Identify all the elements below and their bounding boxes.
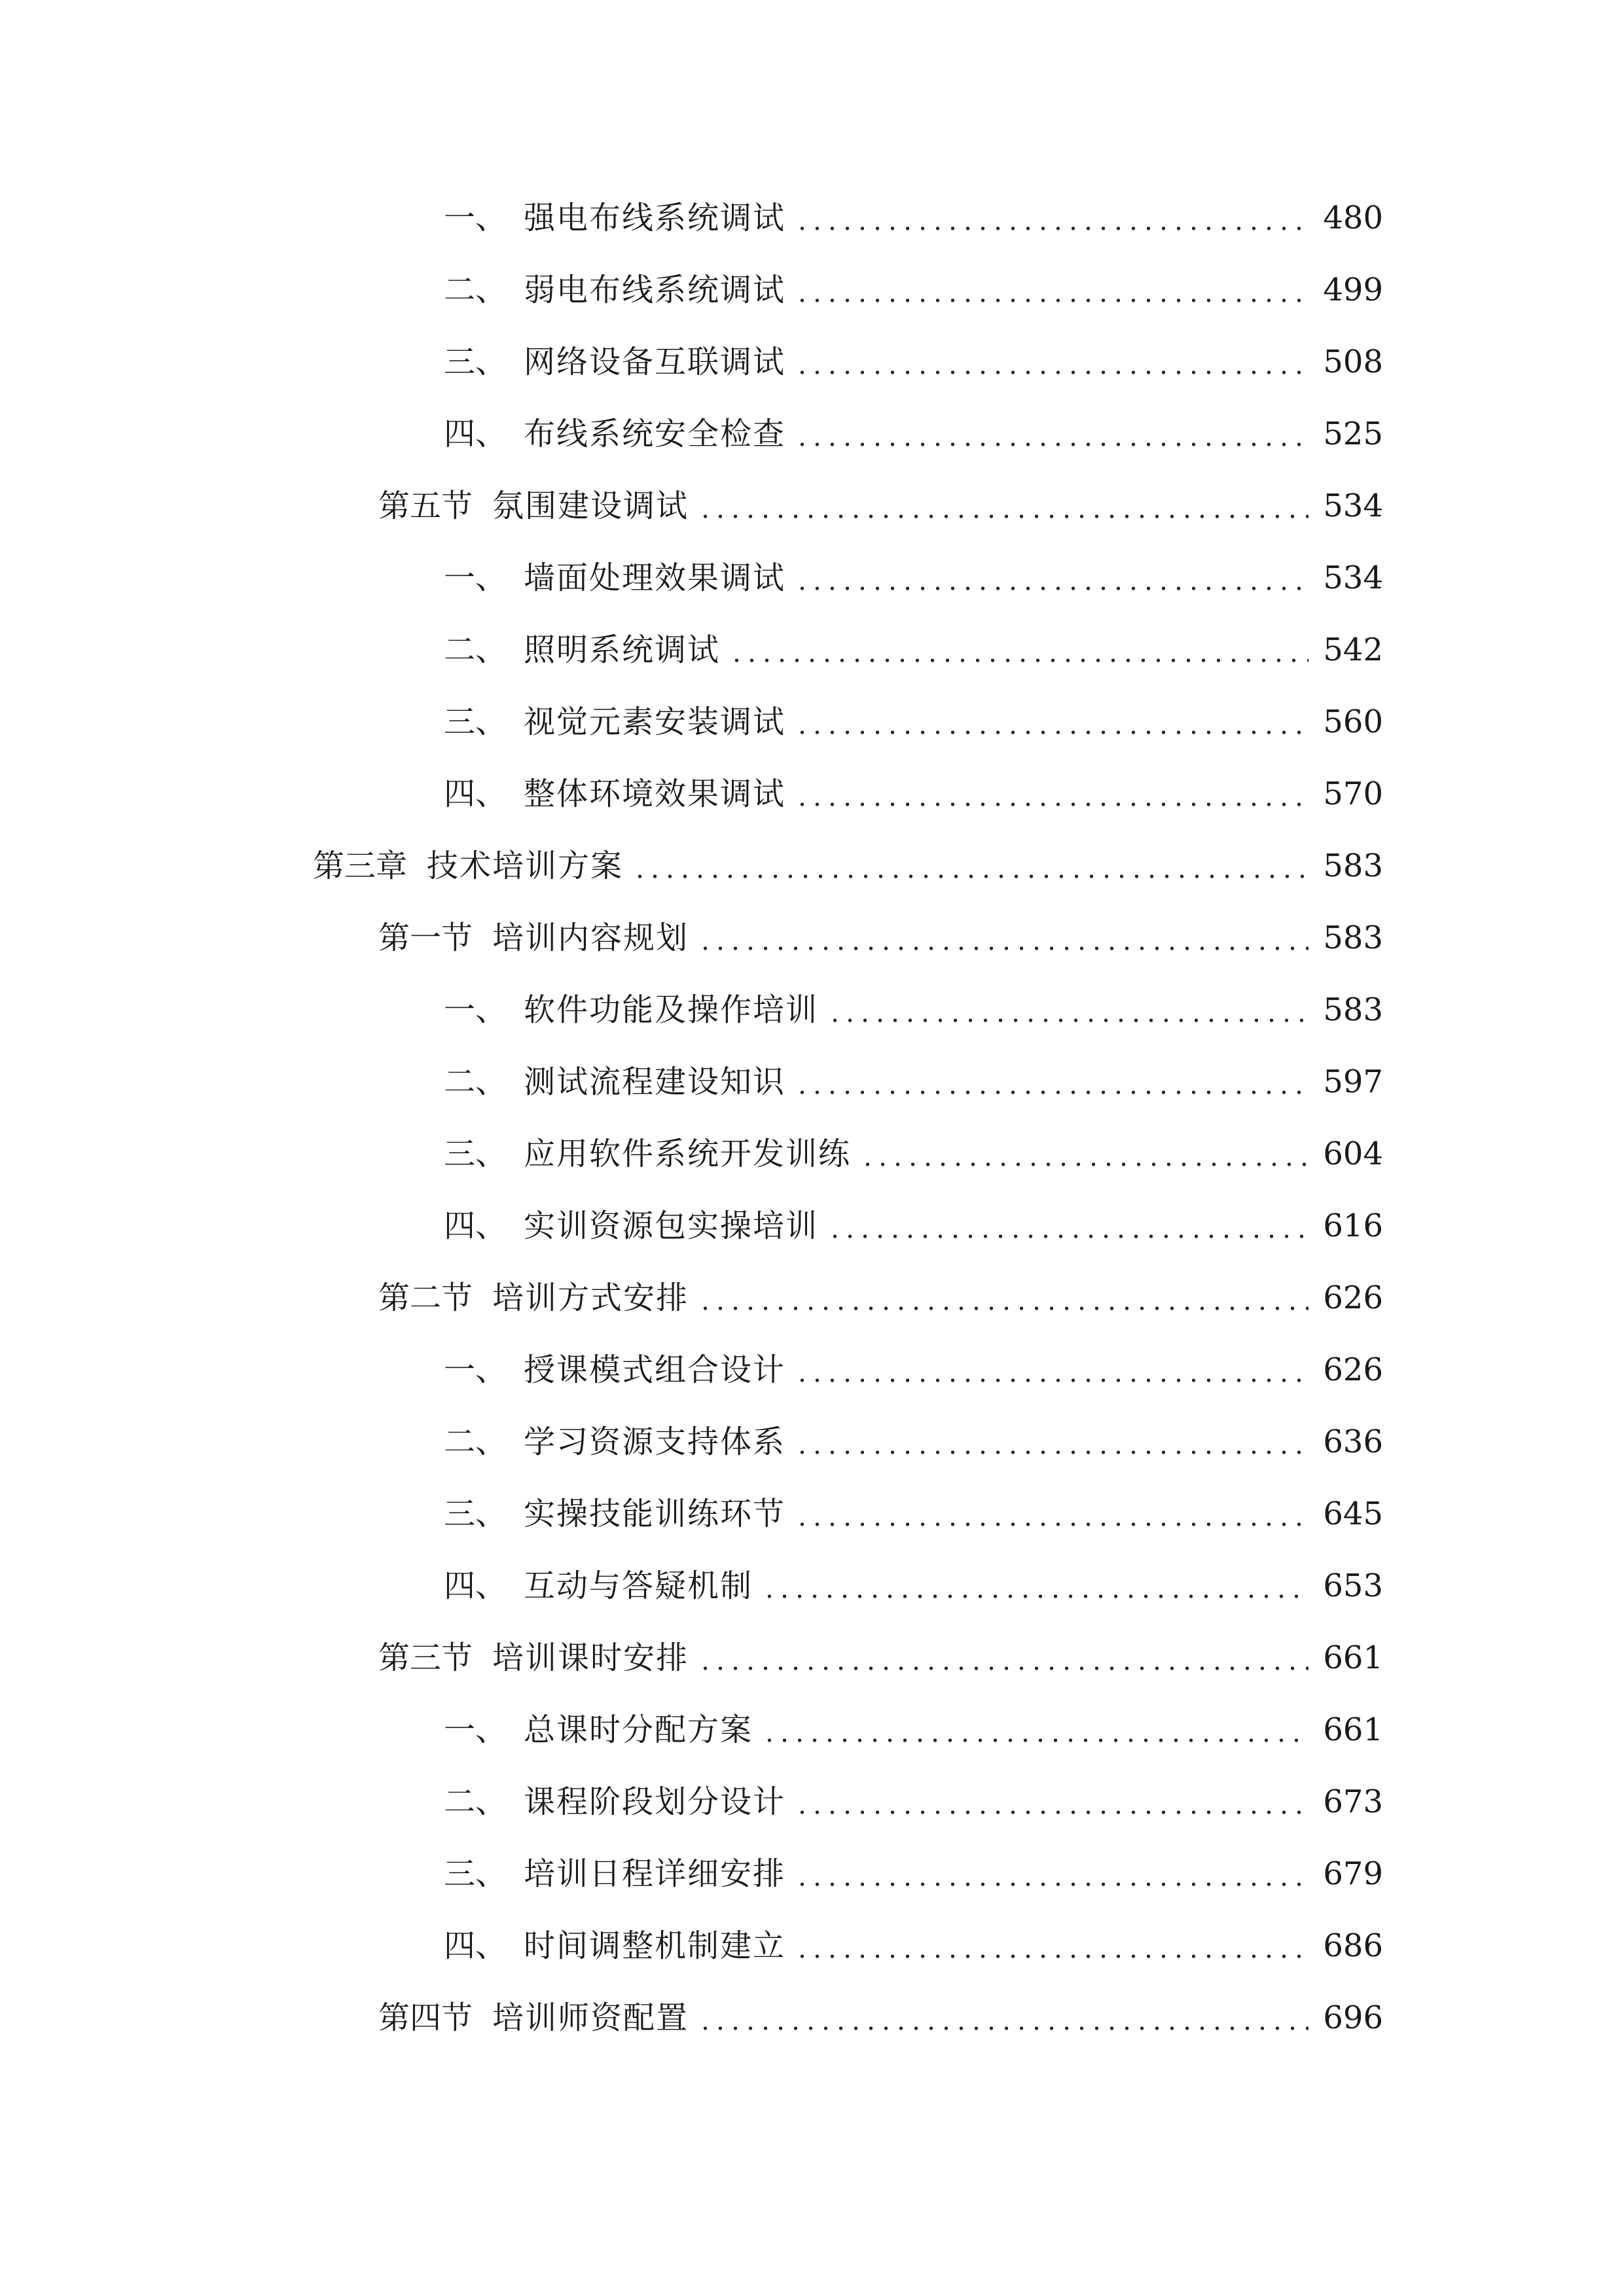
dot-leader xyxy=(792,764,1308,823)
toc-entry-title: 软件功能及操作培训 xyxy=(524,992,819,1028)
toc-entry-page: 560 xyxy=(1323,704,1383,740)
toc-entry-title: 强电布线系统调试 xyxy=(524,200,786,236)
toc-entry-page: 583 xyxy=(1323,920,1383,956)
toc-entry-number: 三、 xyxy=(444,344,507,380)
toc-entry-title: 技术培训方案 xyxy=(427,848,624,884)
toc-entry-number: 第四节 xyxy=(378,2000,473,2036)
toc-entry-number: 四、 xyxy=(444,1928,507,1964)
toc-entry[interactable] xyxy=(0,1772,1624,1844)
dot-leader xyxy=(759,1700,1308,1759)
dot-leader xyxy=(792,548,1308,607)
toc-entry-page: 673 xyxy=(1323,1784,1383,1820)
toc-entry[interactable] xyxy=(0,1484,1624,1556)
toc-entry-title: 氛围建设调试 xyxy=(492,488,689,524)
toc-entry-page: 679 xyxy=(1323,1856,1383,1892)
toc-entry-page: 616 xyxy=(1323,1208,1383,1244)
toc-entry-number: 第五节 xyxy=(378,488,473,524)
toc-entry-title: 布线系统安全检查 xyxy=(524,416,786,452)
toc-entry[interactable] xyxy=(0,404,1624,476)
toc-entry-number: 三、 xyxy=(444,1136,507,1172)
dot-leader xyxy=(857,1124,1308,1183)
dot-leader xyxy=(695,1988,1308,2047)
toc-entry-title: 实训资源包实操培训 xyxy=(524,1208,819,1244)
toc-entry[interactable] xyxy=(0,1340,1624,1412)
toc-entry[interactable] xyxy=(0,1844,1624,1916)
toc-entry-page: 696 xyxy=(1323,2000,1383,2036)
toc-entry-title: 互动与答疑机制 xyxy=(524,1568,753,1604)
toc-entry-page: 604 xyxy=(1323,1136,1383,1172)
toc-entry[interactable] xyxy=(0,764,1624,836)
dot-leader xyxy=(759,1556,1308,1615)
toc-entry-title: 培训内容规划 xyxy=(492,920,689,956)
toc-entry-page: 636 xyxy=(1323,1424,1383,1460)
toc-entry-number: 一、 xyxy=(444,992,507,1028)
dot-leader xyxy=(792,188,1308,247)
toc-entry-chapter[interactable] xyxy=(0,836,1624,908)
toc-entry[interactable] xyxy=(0,332,1624,404)
toc-entry-title: 网络设备互联调试 xyxy=(524,344,786,380)
toc-entry-title: 视觉元素安装调试 xyxy=(524,704,786,740)
toc-entry-number: 第三节 xyxy=(378,1640,473,1676)
dot-leader xyxy=(792,1484,1308,1543)
toc-entry-number: 二、 xyxy=(444,1064,507,1100)
dot-leader xyxy=(695,476,1308,535)
toc-entry-section[interactable] xyxy=(0,1988,1624,2060)
toc-entry-page: 583 xyxy=(1323,848,1383,884)
dot-leader xyxy=(792,332,1308,391)
dot-leader xyxy=(792,1052,1308,1111)
toc-entry-title: 授课模式组合设计 xyxy=(524,1352,786,1388)
dot-leader xyxy=(695,908,1308,967)
toc-entry-page: 534 xyxy=(1323,488,1383,524)
dot-leader xyxy=(792,260,1308,319)
toc-entry-number: 一、 xyxy=(444,1352,507,1388)
toc-entry[interactable] xyxy=(0,1052,1624,1124)
toc-entry[interactable] xyxy=(0,980,1624,1052)
toc-entry-section[interactable] xyxy=(0,476,1624,548)
toc-entry[interactable] xyxy=(0,620,1624,692)
toc-entry-number: 二、 xyxy=(444,1424,507,1460)
toc-entry[interactable] xyxy=(0,1412,1624,1484)
toc-entry-number: 三、 xyxy=(444,1496,507,1532)
toc-entry-page: 626 xyxy=(1323,1352,1383,1388)
toc-entry-page: 597 xyxy=(1323,1064,1383,1100)
toc-entry-page: 542 xyxy=(1323,632,1383,668)
toc-entry-title: 课程阶段划分设计 xyxy=(524,1784,786,1820)
dot-leader xyxy=(727,620,1308,679)
toc-entry-title: 应用软件系统开发训练 xyxy=(524,1136,852,1172)
toc-entry-number: 三、 xyxy=(444,704,507,740)
dot-leader xyxy=(825,980,1308,1039)
toc-entry-number: 一、 xyxy=(444,200,507,236)
toc-entry[interactable] xyxy=(0,1124,1624,1196)
toc-entry-page: 525 xyxy=(1323,416,1383,452)
toc-entry-page: 508 xyxy=(1323,344,1383,380)
toc-entry[interactable] xyxy=(0,1916,1624,1988)
dot-leader xyxy=(630,836,1308,895)
dot-leader xyxy=(792,1916,1308,1975)
toc-entry-number: 第三章 xyxy=(313,848,408,884)
toc-entry-page: 534 xyxy=(1323,560,1383,596)
toc-entry-number: 一、 xyxy=(444,1712,507,1748)
toc-entry-page: 570 xyxy=(1323,776,1383,812)
toc-entry-title: 测试流程建设知识 xyxy=(524,1064,786,1100)
dot-leader xyxy=(695,1268,1308,1327)
toc-entry-number: 三、 xyxy=(444,1856,507,1892)
toc-entry-number: 二、 xyxy=(444,632,507,668)
dot-leader xyxy=(792,1340,1308,1399)
toc-entry-number: 二、 xyxy=(444,272,507,308)
toc-entry-page: 645 xyxy=(1323,1496,1383,1532)
toc-entry-page: 583 xyxy=(1323,992,1383,1028)
toc-entry-title: 培训方式安排 xyxy=(492,1280,689,1316)
toc-entry-page: 661 xyxy=(1323,1712,1383,1748)
toc-entry-number: 二、 xyxy=(444,1784,507,1820)
toc-entry-title: 实操技能训练环节 xyxy=(524,1496,786,1532)
toc-entry[interactable] xyxy=(0,188,1624,260)
dot-leader xyxy=(695,1628,1308,1687)
toc-entry-title: 培训课时安排 xyxy=(492,1640,689,1676)
dot-leader xyxy=(792,404,1308,463)
toc-entry-title: 整体环境效果调试 xyxy=(524,776,786,812)
toc-entry-number: 四、 xyxy=(444,1568,507,1604)
dot-leader xyxy=(792,692,1308,751)
toc-entry-title: 培训师资配置 xyxy=(492,2000,689,2036)
toc-entry-title: 总课时分配方案 xyxy=(524,1712,753,1748)
toc-entry-number: 第一节 xyxy=(378,920,473,956)
toc-entry-page: 626 xyxy=(1323,1280,1383,1316)
toc-entry-title: 墙面处理效果调试 xyxy=(524,560,786,596)
toc-entry-title: 学习资源支持体系 xyxy=(524,1424,786,1460)
dot-leader xyxy=(792,1772,1308,1831)
toc-entry[interactable] xyxy=(0,1556,1624,1628)
toc-entry-page: 686 xyxy=(1323,1928,1383,1964)
toc-entry-section[interactable] xyxy=(0,908,1624,980)
toc-entry-number: 第二节 xyxy=(378,1280,473,1316)
toc-entry-page: 653 xyxy=(1323,1568,1383,1604)
toc-entry-number: 四、 xyxy=(444,416,507,452)
toc-entry-page: 661 xyxy=(1323,1640,1383,1676)
toc-entry-title: 时间调整机制建立 xyxy=(524,1928,786,1964)
toc-entry-title: 照明系统调试 xyxy=(524,632,721,668)
toc-entry-page: 499 xyxy=(1323,272,1383,308)
toc-entry[interactable] xyxy=(0,1700,1624,1772)
toc-entry-title: 培训日程详细安排 xyxy=(524,1856,786,1892)
toc-entry[interactable] xyxy=(0,260,1624,332)
toc-entry[interactable] xyxy=(0,1196,1624,1268)
toc-entry-number: 一、 xyxy=(444,560,507,596)
dot-leader xyxy=(825,1196,1308,1255)
table-of-contents xyxy=(0,188,1624,2060)
toc-entry[interactable] xyxy=(0,548,1624,620)
toc-entry-section[interactable] xyxy=(0,1268,1624,1340)
toc-entry-title: 弱电布线系统调试 xyxy=(524,272,786,308)
toc-entry[interactable] xyxy=(0,692,1624,764)
toc-entry-page: 480 xyxy=(1323,200,1383,236)
toc-entry-section[interactable] xyxy=(0,1628,1624,1700)
toc-entry-number: 四、 xyxy=(444,776,507,812)
dot-leader xyxy=(792,1412,1308,1471)
dot-leader xyxy=(792,1844,1308,1903)
toc-entry-number: 四、 xyxy=(444,1208,507,1244)
